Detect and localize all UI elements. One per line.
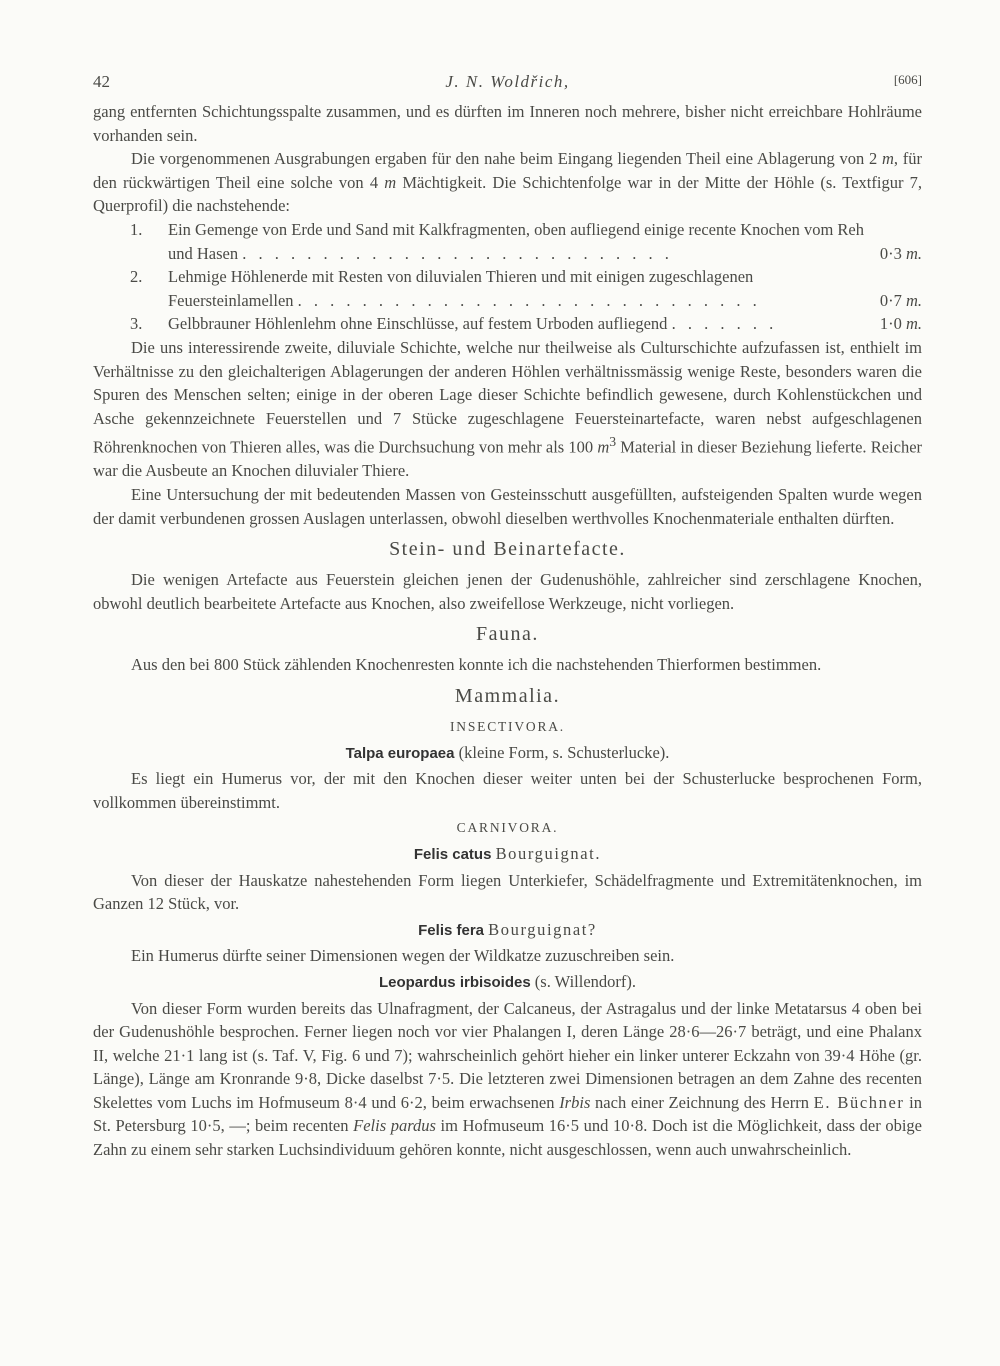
text-run: in St. Petersburg 10·5, —; beim recenten bbox=[93, 1092, 922, 1136]
taxon-italic: Felis pardus bbox=[353, 1116, 436, 1136]
layer-unit: m. bbox=[905, 314, 922, 334]
layer-thickness bbox=[880, 242, 922, 266]
species-name: Talpa europaea bbox=[345, 744, 455, 762]
text-run: Die uns interessirende zweite, diluviale Schichte, welche nur theilweise als Culturschichte aufzufassen ist, enthielt im Verhältnisse zu den gleichalterigen Ablagerungen der anderen Höhlen verhältnissmässig wenige Reste, besonders waren die Spuren des Menschen selten; einige in der oberen Lage dieser Schichte befindlich gewesene, durch Kohlenstückchen und Asche gekennzeichnete Feuerstellen und 7 Stücke zugeschlagene Feuersteinartefacte, waren nebst aufgeschlagenen Röhrenknochen von Thieren alles, was die Durchsuchung von mehr als 100 bbox=[93, 337, 922, 457]
layer-item-3 bbox=[93, 312, 922, 336]
superscript: 3 bbox=[609, 434, 617, 450]
order-carnivora: CARNIVORA. bbox=[456, 820, 559, 836]
layer-description: Gelbbrauner Höhlenlehm ohne Einschlüsse, auf festem Urboden aufliegend bbox=[168, 314, 668, 334]
layer-description: Lehmige Höhlenerde mit Resten von diluvialen Thieren und mit einigen zugeschlagenen Feuersteinlamellen bbox=[168, 267, 754, 310]
paragraph-leopardus bbox=[93, 997, 922, 1162]
layer-value: 0·3 bbox=[879, 243, 902, 263]
paragraph-fauna: Aus den bei 800 Stück zählenden Knochenresten konnte ich die nachstehenden Thierformen bestimmen. bbox=[131, 655, 822, 675]
page-body bbox=[93, 100, 922, 1162]
paragraph-excavation bbox=[93, 147, 922, 218]
layer-number: 2. bbox=[130, 267, 143, 287]
text-run: , für den rückwärtigen Theil eine solche von 4 bbox=[93, 149, 922, 192]
original-page-ref: [606] bbox=[893, 72, 922, 87]
layer-description: Ein Gemenge von Erde und Sand mit Kalkfragmenten, oben aufliegend einige recente Knochen vom Reh und Hasen bbox=[168, 219, 864, 263]
paragraph-diluvial-layer bbox=[93, 336, 922, 483]
text-run: Material in dieser Beziehung lieferte. Reicher war die Ausbeute an Knochen diluvialer Thiere. bbox=[93, 437, 923, 481]
paragraph-fissures: Eine Untersuchung der mit bedeutenden Massen von Gesteinsschutt ausgefüllten, aufsteigenden Spalten wurde wegen der damit verbundenen grossen Auslagen unterlassen, obwohl dieselben werthvolles Knochenmateriale enthalten dürften. bbox=[93, 485, 922, 528]
paragraph-continuation: gang entfernten Schichtungsspalte zusammen, und es dürften im Inneren noch mehrere, bisher nicht erreichbare Hohlräume vorhanden sein. bbox=[93, 102, 922, 145]
species-name: Leopardus irbisoides bbox=[378, 973, 531, 991]
species-author: Bourguignat. bbox=[495, 843, 602, 863]
layer-unit: m. bbox=[905, 243, 922, 263]
unit-m: m bbox=[384, 172, 397, 192]
page-number: 42 bbox=[93, 72, 110, 91]
species-name: Felis fera bbox=[418, 921, 485, 939]
order-insectivora: INSECTIVORA. bbox=[450, 718, 565, 734]
paragraph-artefacts: Die wenigen Artefacte aus Feuerstein gleichen jenen der Gudenushöhle, zahlreicher sind zerschlagene Knochen, obwohl deutlich bearbeitete Artefacte aus Knochen, also zweifellose Werkzeuge, nicht vorliegen. bbox=[93, 570, 922, 613]
paragraph-felis-catus: Von dieser der Hauskatze nahestehenden Form liegen Unterkiefer, Schädelfragmente und Extremitätenknochen, im Ganzen 12 Stück, vor. bbox=[93, 870, 922, 914]
species-felis-catus bbox=[93, 842, 922, 867]
unit-m: m bbox=[597, 437, 610, 457]
leader-dots: . . . . . . . bbox=[671, 314, 778, 334]
layer-thickness bbox=[880, 289, 922, 313]
species-note: (kleine Form, s. Schusterlucke). bbox=[454, 742, 670, 762]
layer-number: 1. bbox=[130, 219, 143, 239]
text-run: Von dieser Form wurden bereits das Ulnafragment, der Calcaneus, der Astragalus und der linke Metatarsus 4 oben bei der Gudenushöhle besprochen. Ferner liegen noch vor vier Phalangen I, deren Länge 28·6—26·7 beträgt, und eine Phalanx II, welche 21·1 lang ist (s. Taf. V, Fig. 6 und 7); wahrscheinlich gehört hieher ein linker unterer Eckzahn von 39·4 Höhe (gr. Länge), Länge am Kronrande 9·8, Dicke daselbst 7·5. Die letzteren zwei Dimensionen betragen an dem Zahne des recenten Skelettes vom Luchs im Hofmuseum 8·4 und 6·2, beim erwachsenen bbox=[93, 998, 922, 1112]
running-title-author: J. N. Woldřich, bbox=[445, 72, 570, 91]
text-run: im Hofmuseum 16·5 und 10·8. Doch ist die Möglichkeit, dass der obige Zahn zu einem sehr starken Luchsindividuum gehören konnte, nicht ausgeschlossen, wenn auch unwahrscheinlich. bbox=[93, 1116, 922, 1160]
heading-artefacts: Stein- und Beinartefacte. bbox=[389, 538, 626, 561]
species-felis-fera bbox=[93, 918, 922, 943]
leader-dots: . . . . . . . . . . . . . . . . . . . . . . . . . . . bbox=[242, 243, 673, 263]
heading-fauna: Fauna. bbox=[476, 623, 539, 646]
layer-value: 0·7 bbox=[879, 290, 902, 310]
text-run: nach einer Zeichnung des Herrn bbox=[590, 1092, 814, 1112]
species-leopardus-irbisoides bbox=[93, 970, 922, 995]
species-talpa-europaea bbox=[93, 741, 922, 766]
unit-m: m bbox=[881, 149, 894, 169]
taxon-italic: Irbis bbox=[559, 1092, 591, 1112]
text-run: Die vorgenommenen Ausgrabungen ergaben für den nahe beim Eingang liegenden Theil eine Ablagerung von 2 bbox=[131, 149, 878, 169]
text-run: Mächtigkeit. Die Schichtenfolge war in der Mitte der Höhle (s. Textfigur 7, Querprofil) die nachstehende: bbox=[93, 172, 923, 216]
layer-number: 3. bbox=[130, 314, 143, 334]
layer-item-1 bbox=[93, 218, 922, 265]
species-author: Bourguignat? bbox=[488, 919, 597, 939]
layer-item-2 bbox=[93, 265, 922, 312]
leader-dots: . . . . . . . . . . . . . . . . . . . . . . . . . . . . . bbox=[297, 290, 761, 310]
layer-thickness bbox=[880, 312, 922, 336]
paragraph-talpa: Es liegt ein Humerus vor, der mit den Knochen dieser weiter unten bei der Schusterlucke besprochenen Form, vollkommen übereinstimmt. bbox=[93, 769, 922, 812]
species-note: (s. Willendorf). bbox=[530, 971, 637, 991]
layer-value: 1·0 bbox=[879, 314, 902, 334]
person-name: E. Büchner bbox=[813, 1092, 905, 1112]
paragraph-felis-fera: Ein Humerus dürfte seiner Dimensionen wegen der Wildkatze zuzuschreiben sein. bbox=[131, 946, 675, 966]
layer-unit: m. bbox=[905, 290, 922, 310]
species-name: Felis catus bbox=[413, 845, 492, 863]
page-header bbox=[93, 72, 922, 100]
heading-mammalia: Mammalia. bbox=[454, 684, 561, 707]
